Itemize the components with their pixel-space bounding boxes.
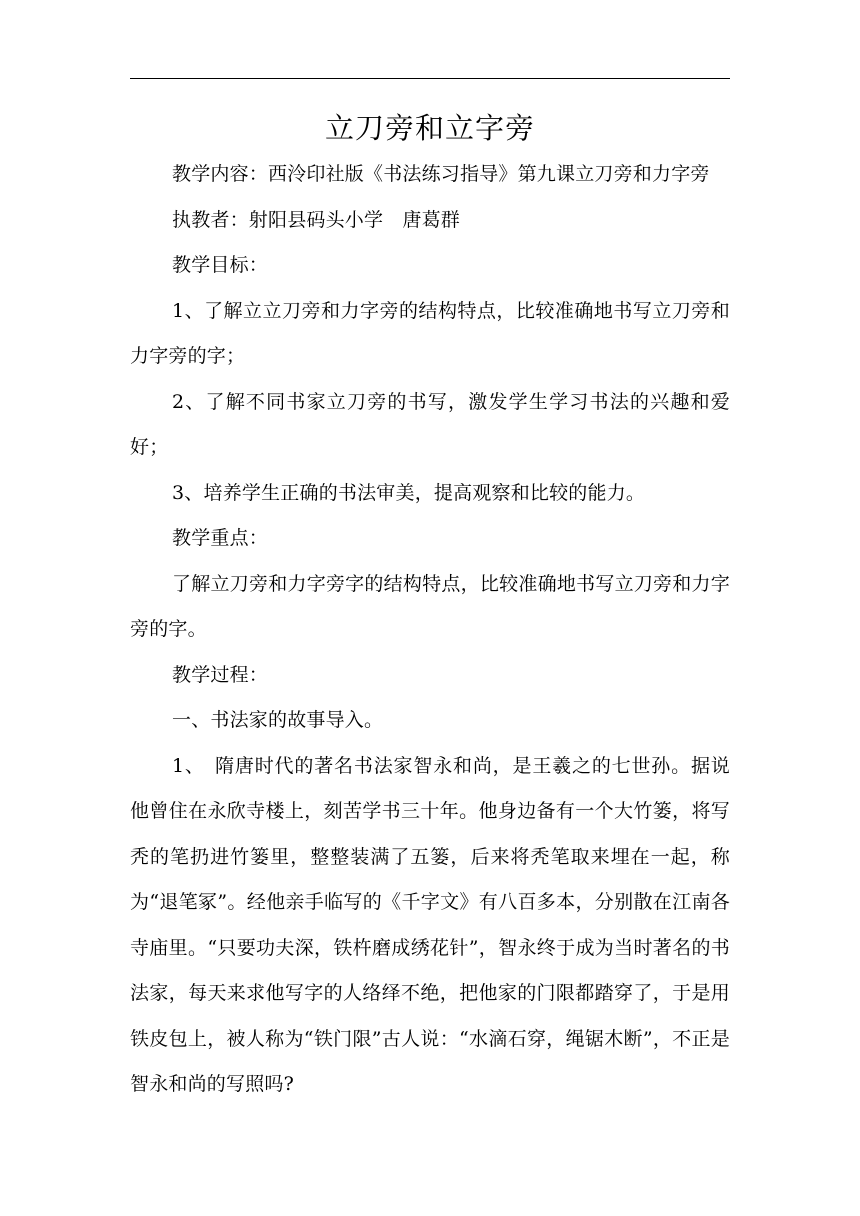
document-body bbox=[130, 152, 730, 1108]
paragraph-section-1: 一、书法家的故事导入。 bbox=[172, 709, 384, 731]
paragraph-focus-heading: 教学重点： bbox=[172, 527, 269, 549]
paragraph-goal-3: 3、培养学生正确的书法审美，提高观察和比较的能力。 bbox=[172, 481, 646, 504]
paragraph-goal-1: 1、了解立立刀旁和力字旁的结构特点，比较准确地书写立刀旁和力字旁的字； bbox=[130, 299, 730, 367]
paragraph-focus: 了解立刀旁和力字旁字的结构特点，比较准确地书写立刀旁和力字旁的字。 bbox=[130, 572, 730, 640]
header-rule bbox=[130, 78, 730, 79]
document-title: 立刀旁和立字旁 bbox=[324, 111, 535, 145]
paragraph-teacher: 执教者：射阳县码头小学 唐葛群 bbox=[172, 208, 461, 231]
paragraph-teaching-content: 教学内容：西泠印社版《书法练习指导》第九课立刀旁和力字旁 bbox=[172, 163, 710, 185]
paragraph-story: 1、 隋唐时代的著名书法家智永和尚，是王羲之的七世孙。据说他曾住在永欣寺楼上，刻苦学书三十年。他身边备有一个大竹篓，将写秃的笔扔进竹篓里，整整装满了五篓，后来将秃笔取来埋在一起，称为“退笔冢”。经他亲手临写的《千字文》有八百多本，分别散在江南各寺庙里。“只要功夫深，铁杵磨成绣花针”，智永终于成为当时著名的书法家，每天来求他写字的人络绎不绝，把他家的门限都踏穿了，于是用铁皮包上，被人称为“铁门限”古人说：“水滴石穿，绳锯木断”，不正是智永和尚的写照吗? bbox=[130, 754, 730, 1095]
paragraph-goals-heading: 教学目标： bbox=[172, 254, 269, 276]
paragraph-process-heading: 教学过程： bbox=[172, 663, 269, 686]
paragraph-goal-2: 2、了解不同书家立刀旁的书写，激发学生学习书法的兴趣和爱好； bbox=[130, 390, 730, 458]
